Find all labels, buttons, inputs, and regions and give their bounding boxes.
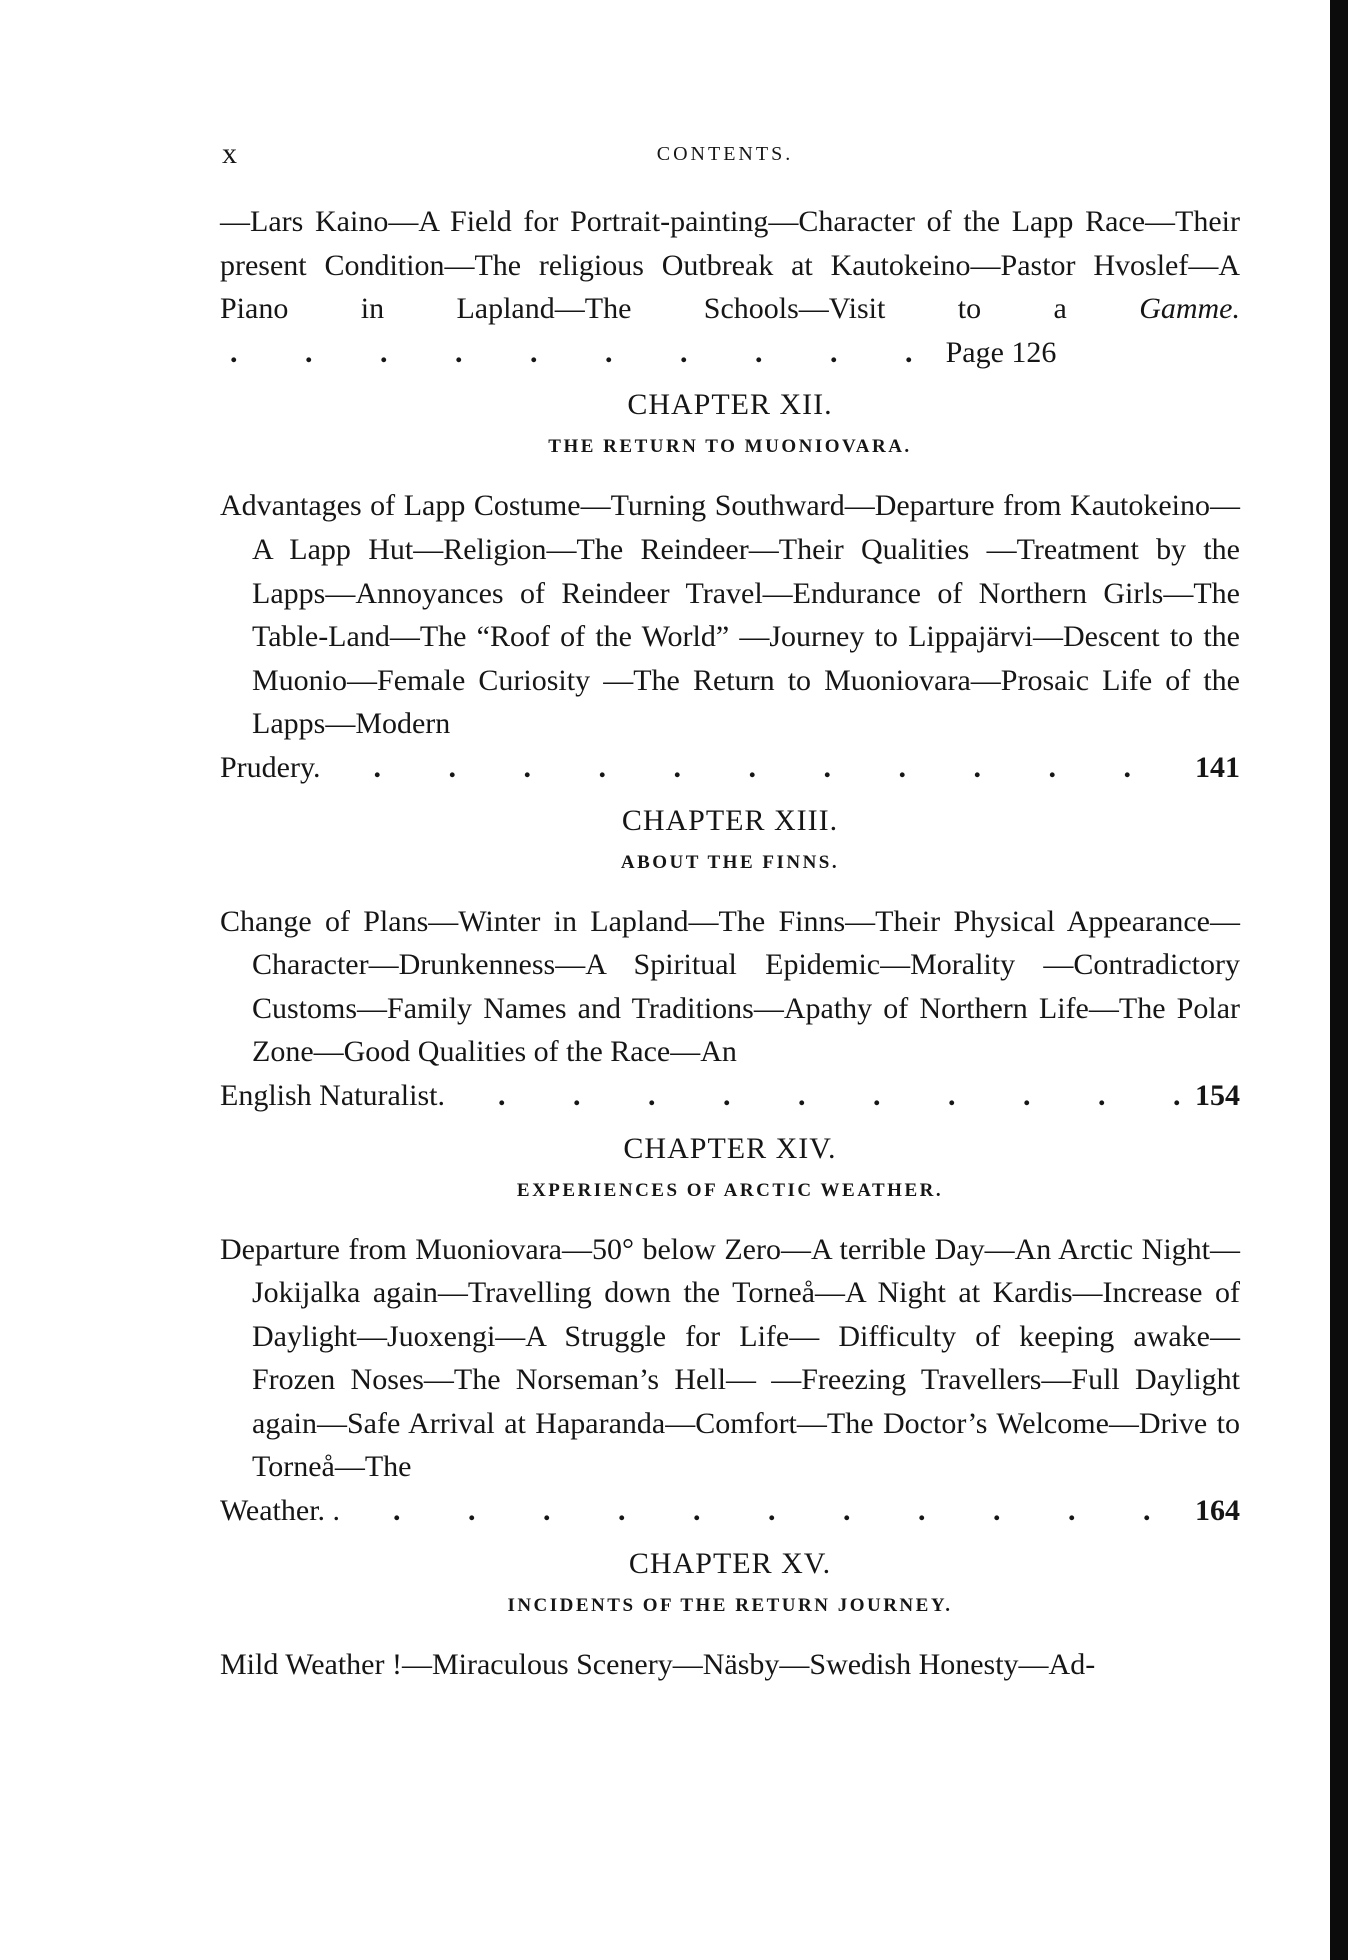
chapter-summary (220, 484, 1240, 789)
chapter-subtitle: THE RETURN TO MUONIOVARA. (548, 436, 912, 458)
dot-leaders (350, 1489, 1217, 1533)
chapter-heading: CHAPTER XIII. (621, 803, 839, 837)
page-reference: 164 (1195, 1494, 1240, 1528)
summary-text: Advantages of Lapp Costume—Turning Southward—Departure from Kautokeino—A Lapp Hut—Religion—The Reindeer—Their Qualities —Treatment by the Lapps—Annoyances of Reindeer Travel—Endurance of Northern Girls—The Table-Land—The “Roof of the World” —Journey to Lippajärvi—Descent to the Muonio—Female Curiosity —The Return to Muoniovara—Prosaic Life of the Lapps—Modern (220, 489, 1240, 741)
page-number: x (222, 137, 238, 170)
summary-line-end (220, 746, 1240, 790)
summary-text: Departure from Muoniovara—50° below Zero—A terrible Day—An Arctic Night—Jokijalka again—Travelling down the Torneå—A Night at Kardis—Increase of Daylight—Juoxengi—A Struggle for Life— Difficulty of keeping awake—Frozen Noses—The Norseman’s Hell— —Freezing Travellers—Full Daylight again—Safe Arrival at Haparanda—Comfort—The Doctor’s Welcome—Drive to Torneå—The (220, 1232, 1240, 1484)
summary-last-words: Weather. . (220, 1494, 341, 1528)
chapter-xiv (220, 1132, 1240, 1533)
dot-leaders (455, 1074, 1217, 1118)
chapter-summary (220, 1643, 1240, 1687)
chapter-heading: CHAPTER XIV. (623, 1131, 837, 1165)
chapter-xii (220, 388, 1240, 789)
chapter-xiii (220, 804, 1240, 1118)
page-edge-shadow (1330, 0, 1348, 1960)
chapter-summary (220, 900, 1240, 1118)
summary-last-words: Prudery. (220, 750, 321, 784)
summary-italic-word: Gamme. (1139, 292, 1240, 326)
chapter-heading: CHAPTER XV. (628, 1546, 832, 1580)
page-reference: Page 126 (945, 335, 1057, 369)
summary-text: Change of Plans—Winter in Lapland—The Finns—Their Physical Appearance—Character—Drunkenness—A Spiritual Epidemic—Morality —Contradictory Customs—Family Names and Traditions—Apathy of Northern Life—The Polar Zone—Good Qualities of the Race—An (220, 904, 1240, 1069)
running-head: CONTENTS. (656, 143, 794, 165)
chapter-summary (220, 1228, 1240, 1533)
chapter-summary (220, 200, 1240, 374)
summary-last-words: English Naturalist. (220, 1078, 445, 1112)
page-reference: 154 (1195, 1078, 1240, 1112)
summary-line-end (220, 331, 1056, 375)
chapter-subtitle: ABOUT THE FINNS. (620, 851, 840, 873)
page-reference: 141 (1195, 750, 1240, 784)
page-header (210, 137, 1240, 177)
summary-line-end (220, 1074, 1240, 1118)
summary-line-end (220, 1489, 1240, 1533)
dot-leaders (230, 331, 936, 375)
chapter-xv (220, 1547, 1240, 1687)
chapter-subtitle: INCIDENTS OF THE RETURN JOURNEY. (507, 1594, 953, 1616)
contents-body (220, 200, 1240, 1700)
dot-leaders (331, 746, 1217, 790)
chapter-xi-continuation (220, 200, 1240, 374)
chapter-heading: CHAPTER XII. (627, 388, 833, 422)
summary-text: —Lars Kaino—A Field for Portrait-painting—Character of the Lapp Race—Their present Condition—The religious Outbreak at Kautokeino—Pastor Hvoslef—A Piano in Lapland—The Schools—Visit to a (220, 205, 1240, 326)
chapter-subtitle: EXPERIENCES OF ARCTIC WEATHER. (516, 1179, 944, 1201)
summary-text: Mild Weather !—Miraculous Scenery—Näsby—Swedish Honesty—Ad- (220, 1647, 1096, 1681)
